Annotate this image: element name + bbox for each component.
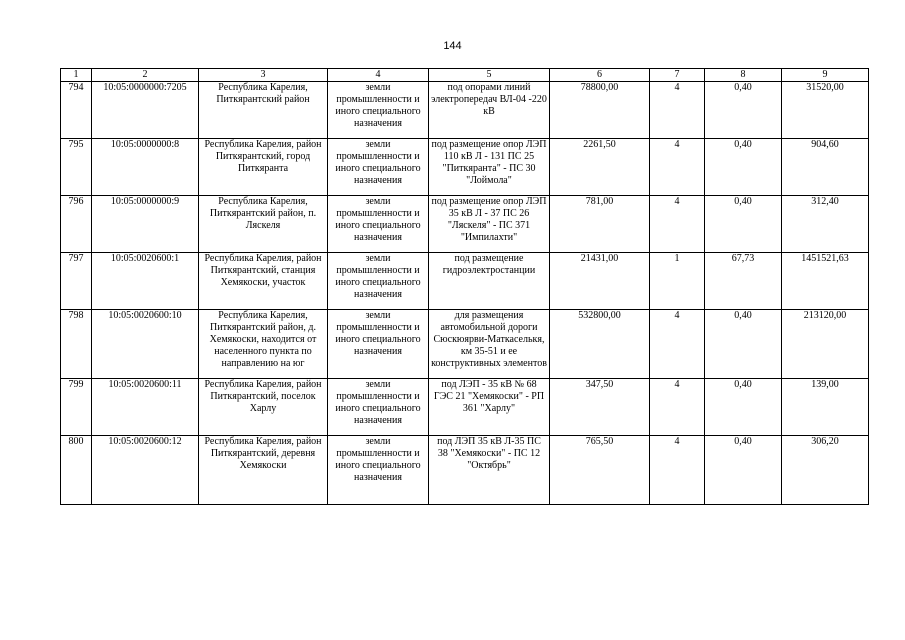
permitted-use-cell: под размещение гидроэлектростанции (429, 253, 550, 310)
table-row (61, 253, 869, 310)
area-cell: 2261,50 (550, 139, 650, 196)
column-9-cell: 904,60 (782, 139, 869, 196)
cadastral-number: 10:05:0000000:9 (92, 196, 199, 253)
land-category-cell: земли промышленности и иного специального назначения (328, 310, 429, 379)
cadastral-number: 10:05:0020600:11 (92, 379, 199, 436)
table-row (61, 310, 869, 379)
table-row (61, 436, 869, 505)
row-number: 797 (61, 253, 92, 310)
location-cell: Республика Карелия, район Питкярантский, поселок Харлу (199, 379, 328, 436)
row-number: 795 (61, 139, 92, 196)
column-9-cell: 1451521,63 (782, 253, 869, 310)
land-category-cell: земли промышленности и иного специального назначения (328, 379, 429, 436)
column-9-cell: 139,00 (782, 379, 869, 436)
column-header: 8 (705, 69, 782, 82)
permitted-use-cell: под ЛЭП - 35 кВ № 68 ГЭС 21 "Хемякоски" - РП 361 "Харлу" (429, 379, 550, 436)
location-cell: Республика Карелия, Питкярантский район (199, 82, 328, 139)
land-plots-table (60, 68, 869, 505)
column-8-cell: 0,40 (705, 139, 782, 196)
permitted-use-cell: под размещение опор ЛЭП 110 кВ Л - 131 ПС 25 "Питкяранта" - ПС 30 "Лоймола" (429, 139, 550, 196)
area-cell: 765,50 (550, 436, 650, 505)
column-8-cell: 0,40 (705, 82, 782, 139)
column-header: 4 (328, 69, 429, 82)
column-7-cell: 1 (650, 253, 705, 310)
land-category-cell: земли промышленности и иного специального назначения (328, 196, 429, 253)
permitted-use-cell: под ЛЭП 35 кВ Л-35 ПС 38 "Хемякоски" - ПС 12 "Октябрь" (429, 436, 550, 505)
table-row (61, 139, 869, 196)
header-row (61, 69, 869, 82)
cadastral-number: 10:05:0020600:10 (92, 310, 199, 379)
column-9-cell: 312,40 (782, 196, 869, 253)
land-category-cell: земли промышленности и иного специального назначения (328, 436, 429, 505)
location-cell: Республика Карелия, район Питкярантский, город Питкяранта (199, 139, 328, 196)
location-cell: Республика Карелия, район Питкярантский, станция Хемякоски, участок (199, 253, 328, 310)
row-number: 798 (61, 310, 92, 379)
area-cell: 781,00 (550, 196, 650, 253)
column-8-cell: 0,40 (705, 196, 782, 253)
column-7-cell: 4 (650, 196, 705, 253)
land-category-cell: земли промышленности и иного специального назначения (328, 253, 429, 310)
cadastral-number: 10:05:0000000:8 (92, 139, 199, 196)
column-header: 2 (92, 69, 199, 82)
cadastral-number: 10:05:0020600:12 (92, 436, 199, 505)
row-number: 796 (61, 196, 92, 253)
column-9-cell: 213120,00 (782, 310, 869, 379)
column-header: 9 (782, 69, 869, 82)
area-cell: 347,50 (550, 379, 650, 436)
column-9-cell: 31520,00 (782, 82, 869, 139)
column-7-cell: 4 (650, 436, 705, 505)
permitted-use-cell: под размещение опор ЛЭП 35 кВ Л - 37 ПС 26 "Ляскеля" - ПС 371 "Импилахти" (429, 196, 550, 253)
row-number: 800 (61, 436, 92, 505)
area-cell: 21431,00 (550, 253, 650, 310)
cadastral-number: 10:05:0020600:1 (92, 253, 199, 310)
table-row (61, 379, 869, 436)
land-category-cell: земли промышленности и иного специального назначения (328, 139, 429, 196)
location-cell: Республика Карелия, район Питкярантский, деревня Хемякоски (199, 436, 328, 505)
permitted-use-cell: под опорами линий электропередач ВЛ-04 -220 кВ (429, 82, 550, 139)
row-number: 794 (61, 82, 92, 139)
column-9-cell: 306,20 (782, 436, 869, 505)
page-number: 144 (443, 40, 462, 52)
column-header: 3 (199, 69, 328, 82)
column-8-cell: 0,40 (705, 379, 782, 436)
column-8-cell: 67,73 (705, 253, 782, 310)
column-7-cell: 4 (650, 139, 705, 196)
table-row (61, 82, 869, 139)
column-7-cell: 4 (650, 82, 705, 139)
area-cell: 78800,00 (550, 82, 650, 139)
column-header: 6 (550, 69, 650, 82)
land-category-cell: земли промышленности и иного специального назначения (328, 82, 429, 139)
row-number: 799 (61, 379, 92, 436)
column-7-cell: 4 (650, 379, 705, 436)
table-row (61, 196, 869, 253)
location-cell: Республика Карелия, Питкярантский район, д. Хемякоски, находится от населенного пункта по направлению на юг (199, 310, 328, 379)
column-8-cell: 0,40 (705, 310, 782, 379)
column-header: 1 (61, 69, 92, 82)
column-8-cell: 0,40 (705, 436, 782, 505)
area-cell: 532800,00 (550, 310, 650, 379)
column-header: 7 (650, 69, 705, 82)
permitted-use-cell: для размещения автомобильной дороги Сюскюярви-Маткаселькя, км 35-51 и ее конструктивных элементов (429, 310, 550, 379)
cadastral-number: 10:05:0000000:7205 (92, 82, 199, 139)
column-7-cell: 4 (650, 310, 705, 379)
location-cell: Республика Карелия, Питкярантский район, п. Ляскеля (199, 196, 328, 253)
column-header: 5 (429, 69, 550, 82)
